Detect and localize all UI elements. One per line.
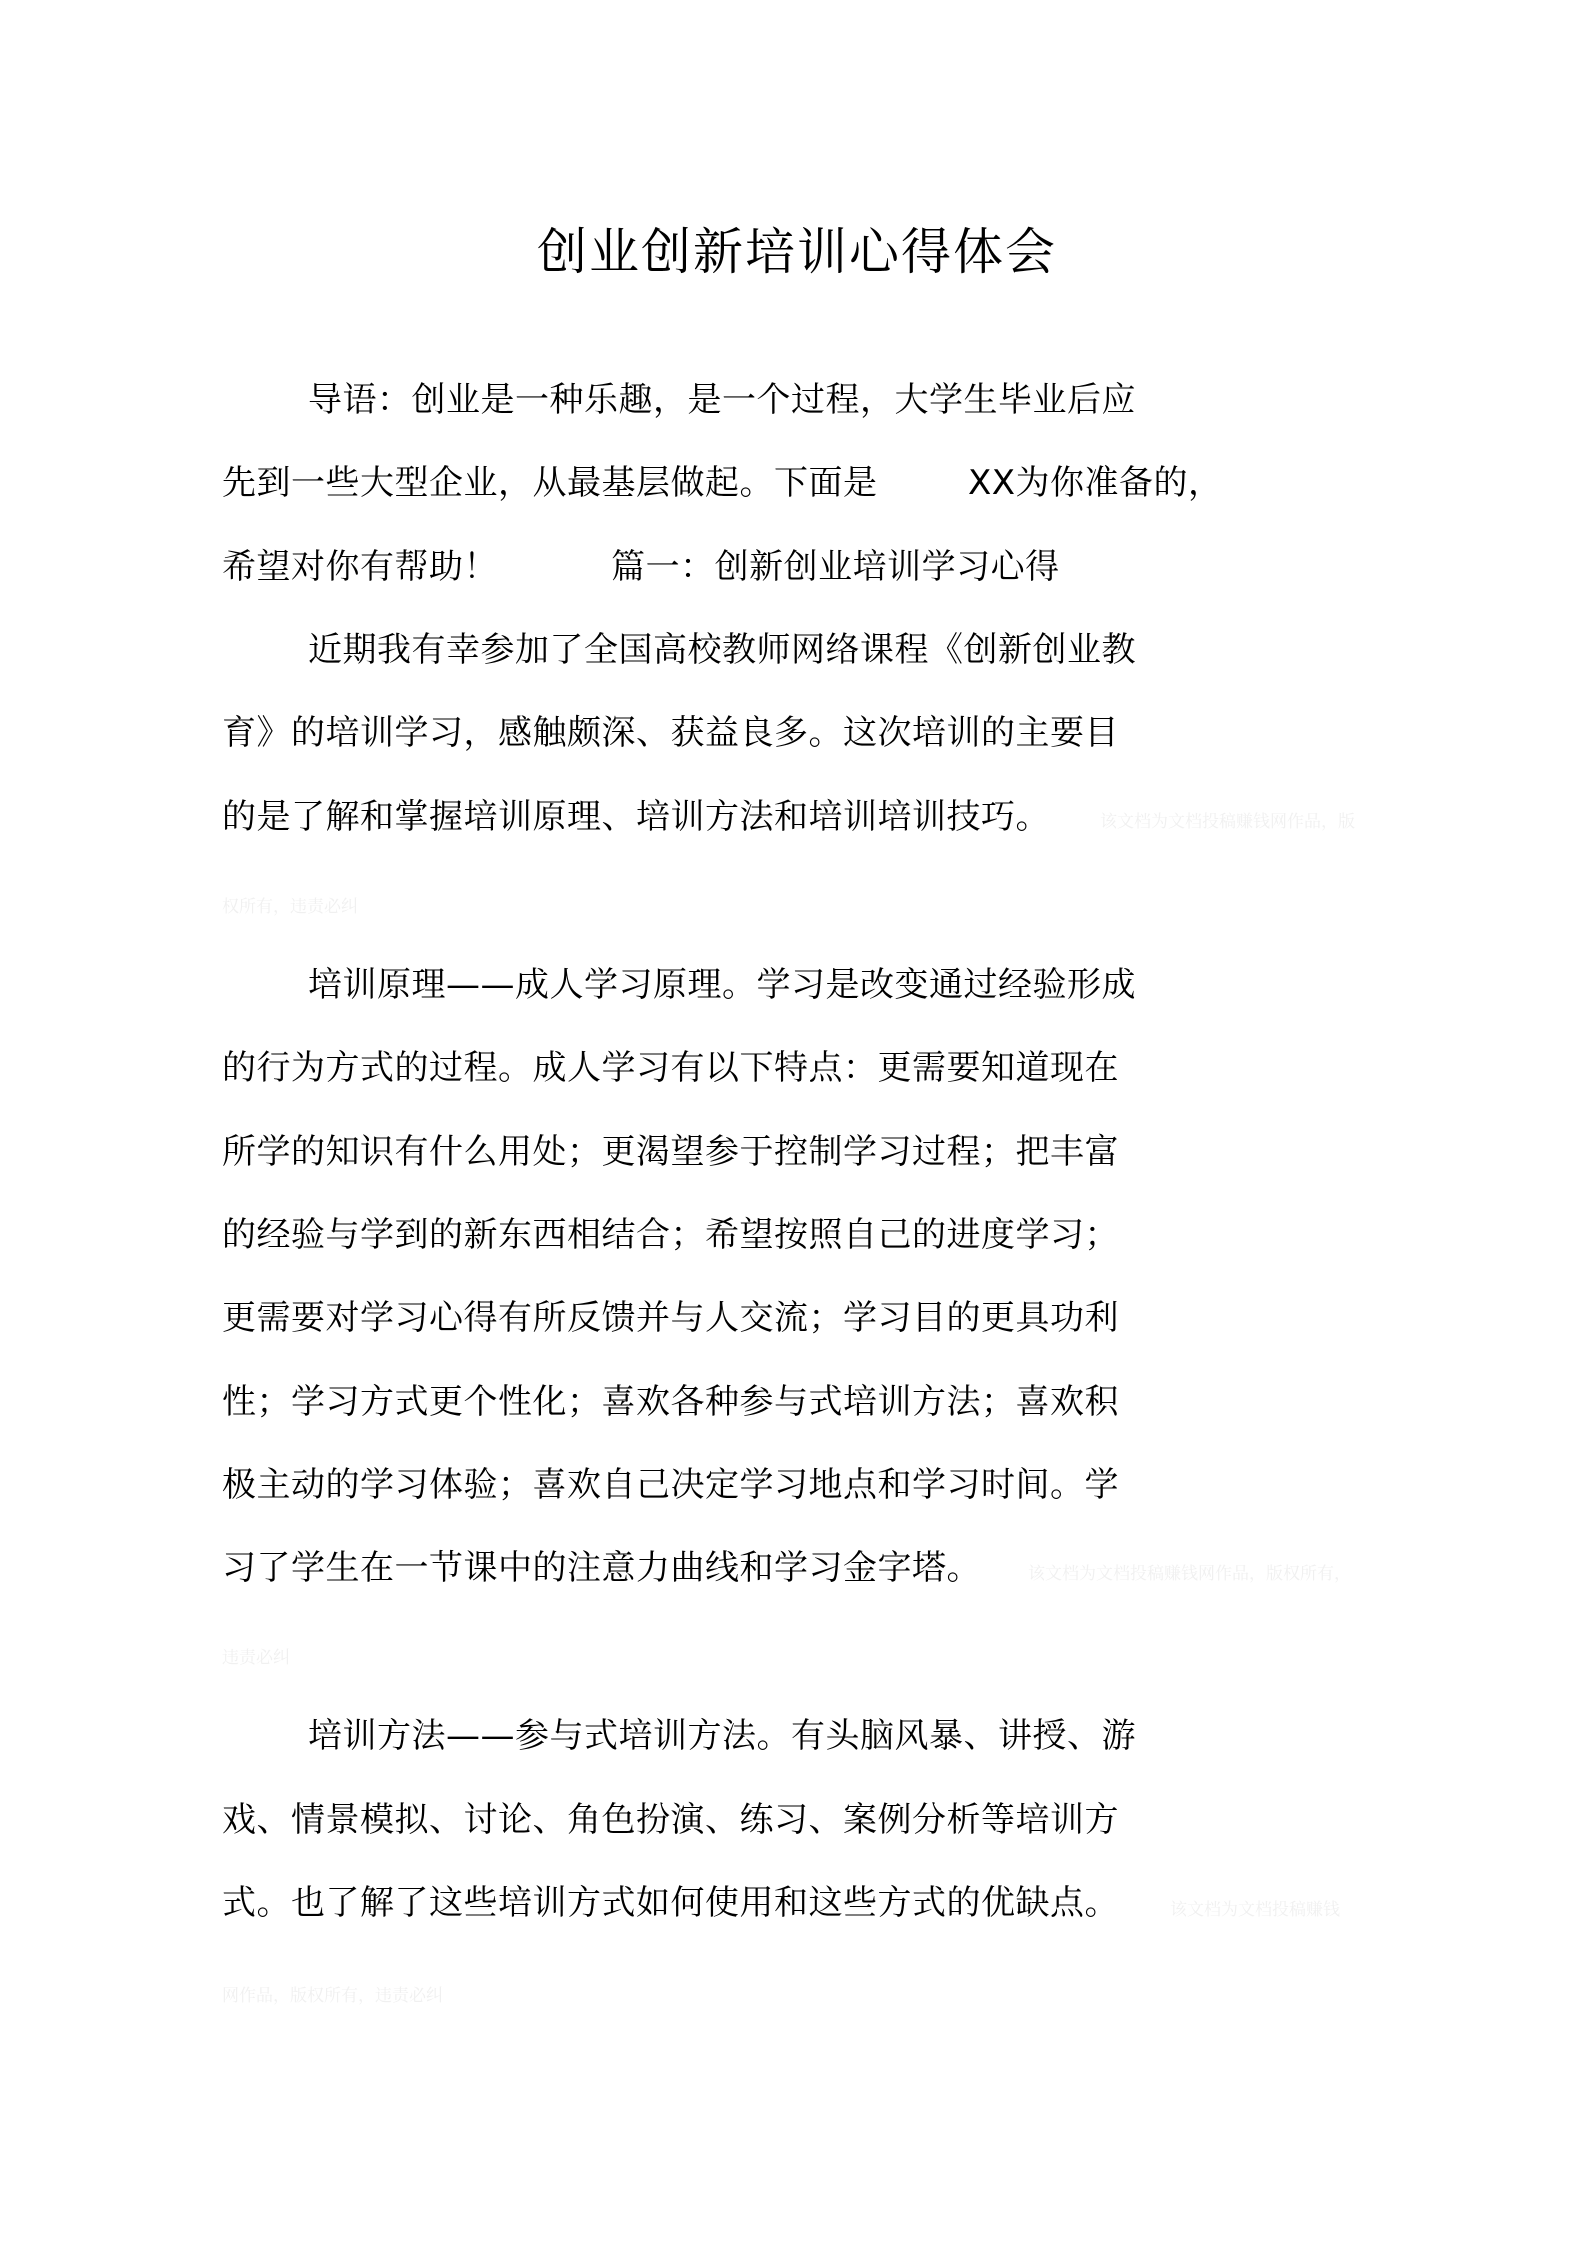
watermark-text: 权所有，违责必纠: [222, 897, 358, 917]
para3-line-2: 的行为方式的过程。成人学习有以下特点：更需要知道现在: [222, 1048, 1119, 1088]
watermark-text: 该文档为文档投稿赚钱: [1170, 1900, 1340, 1920]
watermark-text: 违责必纠: [222, 1648, 290, 1668]
para2-line-2: 育》的培训学习，感触颇深、获益良多。这次培训的主要目: [222, 713, 1119, 753]
watermark-text: 网作品，版权所有，违责必纠: [222, 1986, 443, 2006]
para3-line-7: 极主动的学习体验；喜欢自己决定学习地点和学习时间。学: [222, 1465, 1119, 1505]
document-title: 创业创新培训心得体会: [537, 223, 1057, 281]
para3-line-1: 培训原理——成人学习原理。学习是改变通过经验形成: [308, 965, 1136, 1005]
para2-line-3: 的是了解和掌握培训原理、培训方法和培训培训技巧。: [222, 797, 1050, 837]
para4-line-3: 式。也了解了这些培训方式如何使用和这些方式的优缺点。: [222, 1883, 1119, 1923]
para3-line-6: 性；学习方式更个性化；喜欢各种参与式培训方法；喜欢积: [222, 1382, 1119, 1422]
intro-line-1: 导语：创业是一种乐趣，是一个过程，大学生毕业后应: [308, 380, 1136, 420]
para3-line-3: 所学的知识有什么用处；更渴望参于控制学习过程；把丰富: [222, 1132, 1119, 1172]
watermark-text: 该文档为文档投稿赚钱网作品，版: [1100, 812, 1355, 832]
para4-line-1: 培训方法——参与式培训方法。有头脑风暴、讲授、游: [308, 1716, 1136, 1756]
para3-line-4: 的经验与学到的新东西相结合；希望按照自己的进度学习；: [222, 1215, 1119, 1255]
para2-line-1: 近期我有幸参加了全国高校教师网络课程《创新创业教: [308, 630, 1136, 670]
watermark-text: 该文档为文档投稿赚钱网作品，版权所有，: [1028, 1564, 1351, 1584]
para3-line-5: 更需要对学习心得有所反馈并与人交流；学习目的更具功利: [222, 1298, 1119, 1338]
para4-line-2: 戏、情景模拟、讨论、角色扮演、练习、案例分析等培训方: [222, 1800, 1119, 1840]
intro-line-2: 先到一些大型企业，从最基层做起。下面是 XX为你准备的，: [222, 463, 1223, 503]
intro-line-3: 希望对你有帮助！ 篇一：创新创业培训学习心得: [222, 547, 1060, 587]
para3-line-8: 习了学生在一节课中的注意力曲线和学习金字塔。: [222, 1548, 981, 1588]
